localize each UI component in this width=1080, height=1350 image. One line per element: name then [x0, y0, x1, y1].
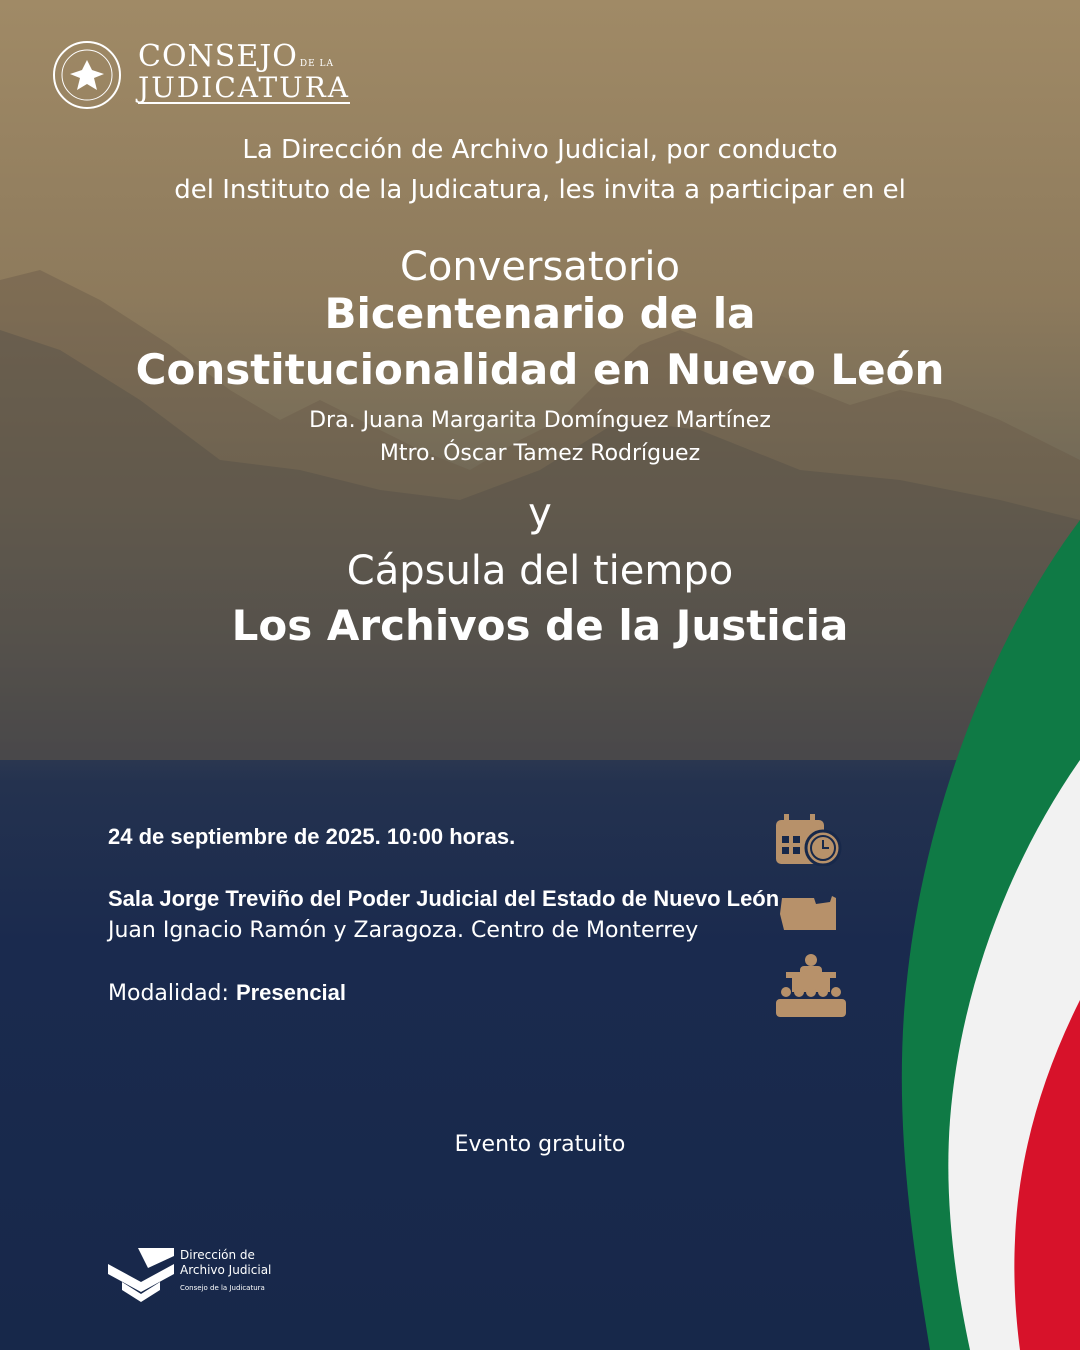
event2-title: Los Archivos de la Justicia	[231, 601, 849, 650]
brand-line1: CONSEJO	[138, 39, 298, 74]
archivo-judicial-logo	[108, 1248, 308, 1312]
event-address: Juan Ignacio Ramón y Zaragoza. Centro de Monterrey	[108, 918, 699, 943]
event1-title-line1: Bicentenario de la	[324, 289, 756, 338]
speaker-2: Mtro. Óscar Tamez Rodríguez	[379, 441, 701, 466]
footer-line2: Archivo Judicial	[180, 1263, 272, 1277]
connector: y	[528, 490, 552, 536]
event2-type: Cápsula del tiempo	[346, 548, 734, 594]
intro-line2: del Instituto de la Judicatura, les invita a participar en el	[174, 175, 906, 205]
event1-type: Conversatorio	[399, 244, 681, 290]
brand-small: DE LA	[299, 59, 334, 69]
event-venue: Sala Jorge Treviño del Poder Judicial del Estado de Nuevo León	[108, 886, 780, 911]
footer-line1: Dirección de	[180, 1248, 255, 1262]
event-mode: Modalidad: Presencial	[108, 980, 347, 1006]
intro-line1: La Dirección de Archivo Judicial, por conducto	[242, 135, 838, 165]
archivo-chevron-icon	[108, 1248, 174, 1312]
free-event-label: Evento gratuito	[454, 1132, 626, 1157]
speaker-1: Dra. Juana Margarita Domínguez Martínez	[309, 408, 771, 433]
footer-small: Consejo de la Judicatura	[180, 1284, 265, 1292]
event1-title-line2: Constitucionalidad en Nuevo León	[135, 345, 945, 394]
event-date: 24 de septiembre de 2025. 10:00 horas.	[108, 824, 516, 849]
brand-line2: JUDICATURA	[138, 71, 351, 104]
